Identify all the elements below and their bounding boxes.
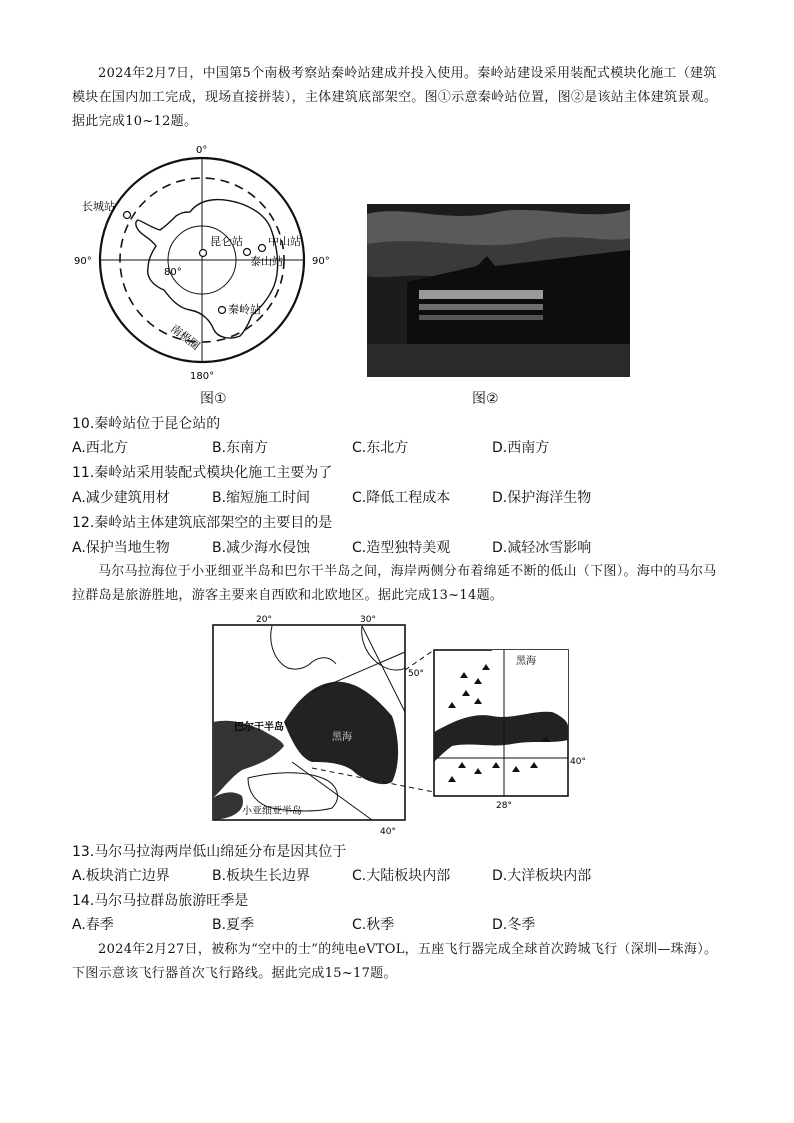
marmara-map [212, 612, 586, 837]
question-12-options [72, 538, 712, 558]
figure-2-caption: 图② [472, 391, 499, 407]
question-11-option-c[interactable]: C.降低工程成本 [352, 490, 451, 506]
question-10-option-d[interactable]: D.西南方 [492, 440, 550, 456]
question-14-option-d[interactable]: D.冬季 [492, 917, 536, 933]
deg-inner-label: 80° [164, 267, 182, 278]
question-12-option-b[interactable]: B.减少海水侵蚀 [212, 540, 311, 556]
intro-paragraph-1: 2024年2月7日，中国第5个南极考察站秦岭站建成并投入使用。秦岭站建设采用装配式模块化施工（建筑模块在国内加工完成，现场直接拼装），主体建筑底部架空。图①示意秦岭站位置，图②是该站主体建筑景观。据此完成10~12题。 [72, 66, 718, 129]
asia-minor-label: 小亚细亚半岛 [242, 806, 302, 817]
question-14-option-b[interactable]: B.夏季 [212, 917, 255, 933]
lon-40-label: 40° [380, 827, 396, 837]
question-13-option-a[interactable]: A.板块消亡边界 [72, 868, 170, 884]
intro-paragraph-3: 2024年2月27日，被称为“空中的士”的纯电eVTOL，五座飞行器完成全球首次跨城飞行（深圳—珠海）。下图示意该飞行器首次飞行路线。据此完成15~17题。 [72, 942, 718, 981]
intro-paragraph-2: 马尔马拉海位于小亚细亚半岛和巴尔干半岛之间，海岸两侧分布着绵延不断的低山（下图）。海中的马尔马拉群岛是旅游胜地，游客主要来自西欧和北欧地区。据此完成13~14题。 [72, 564, 717, 603]
inset-lat-40-label: 40° [570, 757, 586, 767]
question-13-option-b[interactable]: B.板块生长边界 [212, 868, 311, 884]
question-14-option-c[interactable]: C.秋季 [352, 917, 395, 933]
question-13-options [72, 866, 712, 886]
changcheng-marker [124, 212, 131, 219]
question-10-options [72, 438, 712, 458]
question-11-option-d[interactable]: D.保护海洋生物 [492, 490, 592, 506]
question-10-option-c[interactable]: C.东北方 [352, 440, 409, 456]
taishan-label: 泰山站 [250, 255, 283, 268]
question-14-option-a[interactable]: A.春季 [72, 917, 114, 933]
antarctic-circle-label: 南极圈 [168, 322, 203, 353]
lon-30-label: 30° [360, 615, 376, 625]
question-10-stem: 10.秦岭站位于昆仑站的 [72, 416, 221, 432]
zhongshan-marker [259, 245, 266, 252]
question-10-option-a[interactable]: A.西北方 [72, 440, 128, 456]
question-13-option-d[interactable]: D.大洋板块内部 [492, 868, 592, 884]
question-14-stem: 14.马尔马拉群岛旅游旺季是 [72, 893, 249, 909]
deg-right-label: 90° [312, 256, 330, 267]
question-12-stem: 12.秦岭站主体建筑底部架空的主要目的是 [72, 515, 333, 531]
question-14-options [72, 915, 712, 935]
antarctica-polar-map [72, 140, 342, 385]
qinling-marker [219, 307, 226, 314]
question-13-stem: 13.马尔马拉海两岸低山绵延分布是因其位于 [72, 844, 347, 860]
lon-20-label: 20° [256, 615, 272, 625]
qinling-label: 秦岭站 [228, 303, 261, 316]
balkan-label: 巴尔干半岛 [234, 722, 284, 733]
deg-left-label: 90° [74, 256, 92, 267]
question-10-option-b[interactable]: B.东南方 [212, 440, 269, 456]
zhongshan-label: 中山站 [268, 235, 301, 248]
question-13-option-c[interactable]: C.大陆板块内部 [352, 868, 451, 884]
question-12-option-c[interactable]: C.造型独特美观 [352, 540, 451, 556]
lat-50-label: 50° [408, 669, 424, 679]
inset-lon-28-label: 28° [496, 801, 512, 811]
question-11-options [72, 488, 712, 508]
kunlun-marker [200, 250, 207, 257]
figure-1-caption: 图① [200, 391, 227, 407]
changcheng-label: 长城站 [82, 200, 115, 213]
black-sea-inset-label: 黑海 [516, 656, 536, 667]
kunlun-label: 昆仑站 [210, 235, 243, 248]
station-photo [367, 204, 630, 377]
deg-top-label: 0° [196, 145, 208, 156]
deg-bottom-label: 180° [190, 371, 215, 382]
question-11-option-a[interactable]: A.减少建筑用材 [72, 490, 170, 506]
black-sea-main-label: 黑海 [332, 732, 352, 743]
question-12-option-a[interactable]: A.保护当地生物 [72, 540, 170, 556]
question-11-stem: 11.秦岭站采用装配式模块化施工主要为了 [72, 465, 333, 481]
question-12-option-d[interactable]: D.减轻冰雪影响 [492, 540, 592, 556]
question-11-option-b[interactable]: B.缩短施工时间 [212, 490, 311, 506]
